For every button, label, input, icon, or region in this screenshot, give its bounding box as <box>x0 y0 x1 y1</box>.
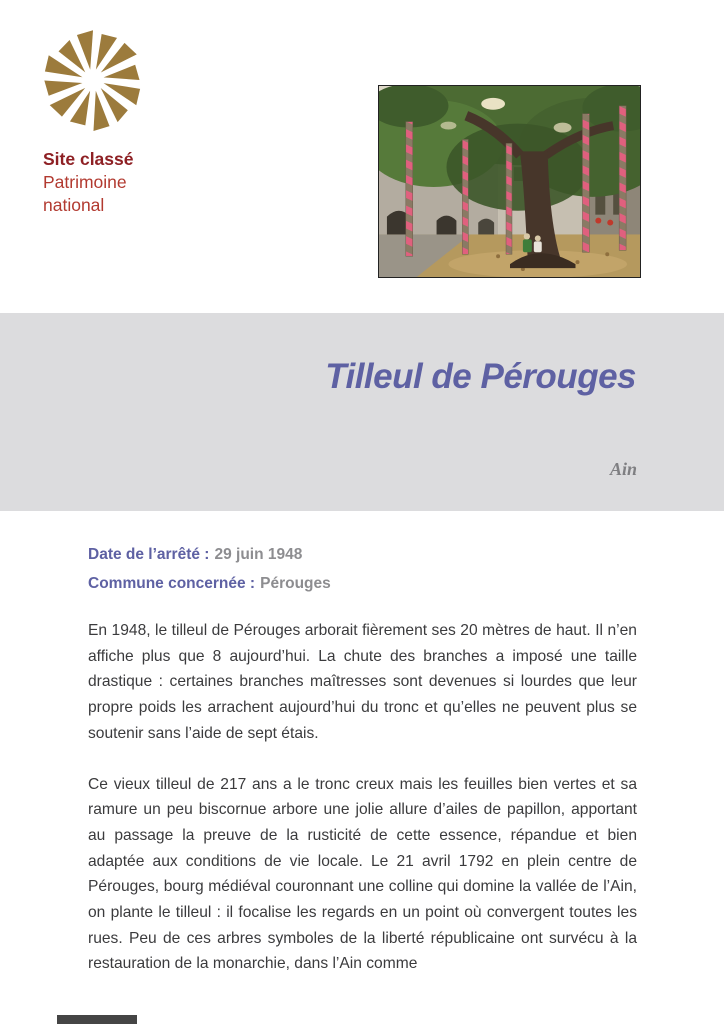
title-banner <box>0 313 724 511</box>
document-body <box>88 541 637 977</box>
department-label: Ain <box>609 459 637 479</box>
detail-label-date: Date de l’arrêté : <box>88 546 210 563</box>
detail-row-date <box>88 541 637 570</box>
pinwheel-logo-icon <box>43 26 143 144</box>
detail-label-commune: Commune concernée : <box>88 574 256 592</box>
classification-line-1: Site classé <box>43 149 134 169</box>
detail-value-date: 29 juin 1948 <box>214 546 303 563</box>
classification-line-3: national <box>43 195 105 215</box>
page-title: Tilleul de Pérouges <box>325 357 636 396</box>
detail-value-commune: Pérouges <box>260 574 331 592</box>
paragraph-2: Ce vieux tilleul de 217 ans a le tronc creux mais les feuilles bien vertes et sa ramure un peu biscornue arbore une jolie allure d’ailes de papillon, apportant au passage la preuve de la rusticité de cette essence, répandue et bien adaptée aux conditions de vie locale. Le 21 avril 1792 en plein centre de Pérouges, bourg médiéval couronnant une colline qui domine la vallée de l’Ain, on plante le tilleul : il focalise les regards en un point où convergent toutes les rues. Peu de ces arbres symboles de la liberté républicaine ont survécu à la restauration de la monarchie, dans l’Ain comme <box>88 775 637 973</box>
detail-row-commune <box>88 570 637 599</box>
classification-line-2: Patrimoine <box>43 172 127 192</box>
footer-bar-partial <box>57 1015 137 1024</box>
site-classe-logo-block <box>43 26 163 217</box>
classification-text <box>43 148 163 217</box>
tilleul-photo <box>378 85 641 278</box>
paragraph-1: En 1948, le tilleul de Pérouges arborait fièrement ses 20 mètres de haut. Il n’en affiche plus que 8 aujourd’hui. La chute des branches a imposé une taille drastique : certaines branches maîtresses sont devenues si lourdes que leur propre poids les arrachent aujourd’hui du tronc et qu’elles ne peuvent plus se soutenir sans l’aide de sept étais. <box>88 622 637 742</box>
